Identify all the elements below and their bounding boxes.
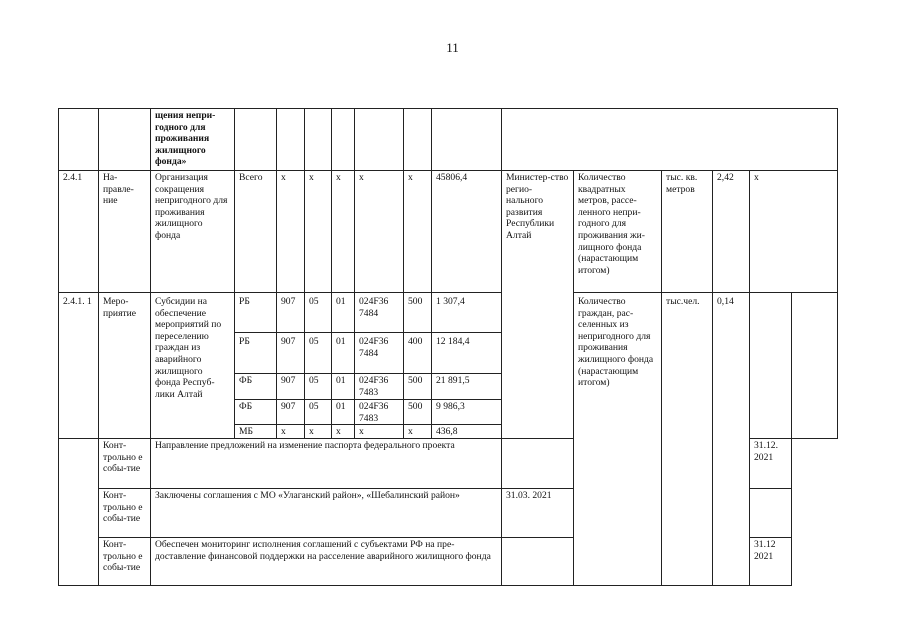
- indicator: Количество квадратных метров, рассе-ленного непри-годного для проживания жи-лищного фонда (нарастающим итогом): [574, 171, 662, 293]
- pr-code: 01: [332, 400, 355, 425]
- amount: 45806,4: [432, 171, 502, 293]
- amount: 1 307,4: [432, 293, 502, 333]
- event-type: Конт-трольно е собы-тие: [99, 538, 151, 586]
- cell-empty: [432, 109, 502, 171]
- amount: 21 891,5: [432, 374, 502, 400]
- event-text: Заключены соглашения с МО «Улаганский район», «Шебалинский район»: [151, 489, 502, 538]
- funding-source: РБ: [235, 293, 277, 333]
- executor: Министер-ство регио-нального развития Республики Алтай: [502, 171, 574, 439]
- rz-code: х: [305, 171, 332, 293]
- vr-code: х: [404, 425, 432, 439]
- cell-empty: [99, 109, 151, 171]
- event-text: Направление предложений на изменение паспорта федерального проекта: [151, 439, 502, 489]
- funding-source: РБ: [235, 333, 277, 374]
- event-date-plan: 31.03. 2021: [502, 489, 574, 538]
- indicator-unit: тыс.чел.: [662, 293, 713, 586]
- vr-code: 500: [404, 293, 432, 333]
- csr-code: х: [355, 171, 404, 293]
- event-date-fact: [750, 489, 792, 538]
- cell-empty: [355, 109, 404, 171]
- amount: 436,8: [432, 425, 502, 439]
- cell-empty: [59, 439, 99, 586]
- pr-code: 01: [332, 293, 355, 333]
- vr-code: 500: [404, 400, 432, 425]
- cell-empty-merged: [502, 109, 838, 171]
- vr-code: 500: [404, 374, 432, 400]
- event-type: Конт-трольно е собы-тие: [99, 439, 151, 489]
- funding-source: Всего: [235, 171, 277, 293]
- rz-code: х: [305, 425, 332, 439]
- indicator-value: 2,42: [713, 171, 750, 293]
- event-text: Обеспечен мониторинг исполнения соглашений с субъектами РФ на пре-доставление финансовой поддержки на расселение аварийного жилищного фонда: [151, 538, 502, 586]
- cell-empty: [59, 109, 99, 171]
- csr-code: 024F36 7484: [355, 333, 404, 374]
- row-name: Организация сокращения непригодного для проживания жилищного фонда: [151, 171, 235, 293]
- row-type: На-правле-ние: [99, 171, 151, 293]
- indicator-unit: тыс. кв. метров: [662, 171, 713, 293]
- row-name: Субсидии на обеспечение мероприятий по переселению граждан из аварийного жилищного фонда Респуб-лики Алтай: [151, 293, 235, 439]
- funding-source: ФБ: [235, 400, 277, 425]
- pr-code: 01: [332, 374, 355, 400]
- indicator-value: 0,14: [713, 293, 750, 586]
- cell-empty: [305, 109, 332, 171]
- grbs-code: 907: [277, 333, 305, 374]
- amount: 9 986,3: [432, 400, 502, 425]
- header-continuation-cell: щения непри-годного для проживания жилищного фонда»: [151, 109, 235, 171]
- pr-code: 01: [332, 333, 355, 374]
- event-date-fact: 31.12 2021: [750, 538, 792, 586]
- event-date-fact: 31.12. 2021: [750, 439, 792, 489]
- csr-code: х: [355, 425, 404, 439]
- page-number: 11: [446, 40, 459, 55]
- cell-empty: [404, 109, 432, 171]
- grbs-code: 907: [277, 374, 305, 400]
- funding-source: МБ: [235, 425, 277, 439]
- row-type: Меро-приятие: [99, 293, 151, 439]
- csr-code: 024F36 7483: [355, 400, 404, 425]
- rz-code: 05: [305, 333, 332, 374]
- csr-code: 024F36 7484: [355, 293, 404, 333]
- pr-code: х: [332, 171, 355, 293]
- rz-code: 05: [305, 293, 332, 333]
- cell-empty: [750, 293, 792, 439]
- indicator: Количество граждан, рас-селенных из непригодного для проживания жилищного фонда (нарастающим итогом): [574, 293, 662, 586]
- funding-source: ФБ: [235, 374, 277, 400]
- grbs-code: х: [277, 425, 305, 439]
- vr-code: 400: [404, 333, 432, 374]
- rz-code: 05: [305, 374, 332, 400]
- cell-empty: [277, 109, 305, 171]
- csr-code: 024F36 7483: [355, 374, 404, 400]
- rz-code: 05: [305, 400, 332, 425]
- grbs-code: х: [277, 171, 305, 293]
- row-number: 2.4.1: [59, 171, 99, 293]
- cell-empty: [235, 109, 277, 171]
- cell-empty: [332, 109, 355, 171]
- event-date-plan: [502, 439, 574, 489]
- pr-code: х: [332, 425, 355, 439]
- event-date-plan: [502, 538, 574, 586]
- event-type: Конт-трольно е собы-тие: [99, 489, 151, 538]
- program-table: [58, 108, 838, 586]
- row-number: 2.4.1. 1: [59, 293, 99, 439]
- grbs-code: 907: [277, 400, 305, 425]
- grbs-code: 907: [277, 293, 305, 333]
- vr-code: х: [404, 171, 432, 293]
- indicator-extra: х: [750, 171, 838, 293]
- amount: 12 184,4: [432, 333, 502, 374]
- cell-empty: [792, 293, 838, 439]
